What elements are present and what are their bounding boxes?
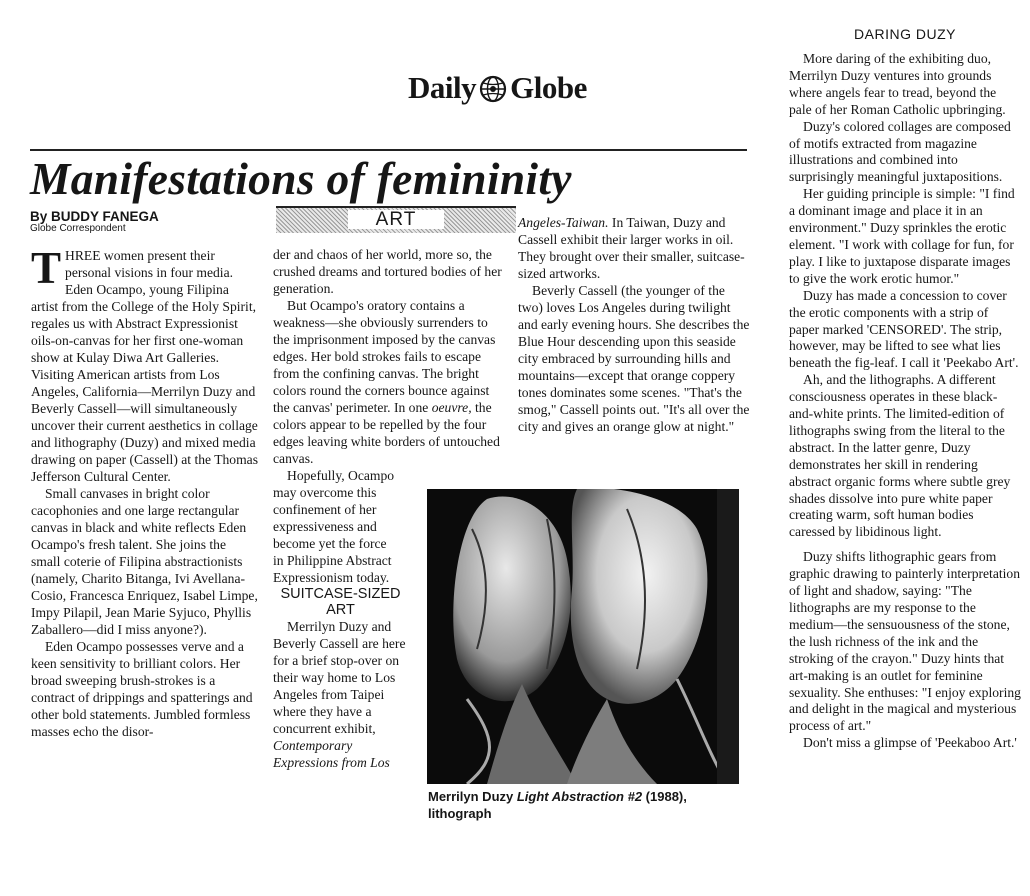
paragraph: Duzy's colored collages are composed of motifs extracted from magazine illustrations and combined into surprisingly meaningful juxtapositions. [789,118,1011,185]
byline-role: Globe Correspondent [30,223,126,234]
drop-cap: T [31,243,62,293]
masthead [408,68,648,108]
paragraph: Ah, and the lithographs. A different consciousness operates in these black-and-white prints. The limited-edition of lithographs swing from the literal to the abstract. In the latter genre, Duzy demonstrates her skill in rendering abstract organic forms where subtle grey shades dissolve into pure white paper creating warm, soft human bodies caressed by libidinous light. [789,372,1011,540]
photo-caption: Merrilyn Duzy Light Abstraction #2 (1988), lithograph [428,789,687,821]
column-3 [518,214,750,435]
sidebar-heading: DARING DUZY [854,26,956,42]
masthead-daily: Daily [408,70,477,105]
headline-rule [30,149,747,151]
paragraph: der and chaos of her world, more so, the crushed dreams and tortured bodies of her generation. [273,247,502,296]
paragraph: Duzy shifts lithographic gears from graphic drawing to painterly interpretation of light and shadow, saying: "The lithographs are my response to the medium—the sensuousness of the stone, the lush richness of the ink and the stroking of the crayon." Duzy hints that art-making is an outlet for feminine sexuality. She enthuses: "I enjoy exploring and delight in the magical and mysterious process of art." [789,549,1021,734]
paragraph: But Ocampo's oratory contains a weakness—she obviously surrenders to the imprisonment imposed by the canvas edges. Her bold strokes fails to escape from the confining canvas. The bright colors round the corners bounce against the canvas' perimeter. In one oeuvre, the colors appear to be repelled by the four edges leaving white borders of untouched canvas. [273,298,500,466]
paragraph: Don't miss a glimpse of 'Peekaboo Art.' [803,735,1017,751]
paragraph: Duzy has made a concession to cover the erotic components with a strip of paper marked 'CENSORED'. The strip, however, may be lifted to see what lies beneath the fig-leaf. I call it 'Peekabo Art'. [789,287,1019,371]
headline: Manifestations of femininity [30,153,572,204]
sidebar-column [789,51,1021,752]
column-1 [31,243,259,740]
artwork-photo [427,489,739,784]
globe-icon [478,73,508,103]
masthead-globe: Globe [510,70,587,105]
paragraph: THREE women present their personal visions in four media. Eden Ocampo, young Filipina artist from the College of the Holy Spirit, regales us with Abstract Expressionist oils-on-canvas for her first one-woman show at Kulay Diwa Art Galleries. Visiting American artists from Los Angeles, California—Merrilyn Duzy and Beverly Cassell—will simultaneously uncover their current aesthetics in collage and lithography (Duzy) and mixed media drawing on paper (Cassell) at the Thomas Jefferson Cultural Center. [31,243,259,484]
paragraph: Beverly Cassell (the younger of the two) loves Los Angeles during twilight and early evening hours. She describes the Blue Hour descending upon this seaside city embraced by surrounding hills and mountains—except that orange coppery tones dominates some scenes. "That's the smog," Cassell points out. "It's all over the city and gives an orange glow at night." [518,283,750,434]
paragraph: Her guiding principle is simple: "I find a dominant image and place it in an environment." Duzy sprinkles the erotic element. "I work with collage for fun, for play. I like to juxtapose disparate images to give the work erotic humor." [789,186,1015,286]
section-label: ART [348,210,444,229]
paragraph: Merrilyn Duzy and Beverly Cassell are here for a brief stop-over on their way home to Los Angeles from Taipei where they have a concurrent exhibit, Contemporary Expressions from Los [273,619,406,770]
subhead-suitcase-sized-art: SUITCASE-SIZED ART [280,586,401,618]
paragraph: More daring of the exhibiting duo, Merrilyn Duzy ventures into grounds where angels fear to tread, beyond the pale of her Roman Catholic upbringing. [789,51,1006,117]
paragraph: Eden Ocampo possesses verve and a keen sensitivity to brilliant colors. Her broad sweeping brush-strokes is a contract of drippings and spatterings and other bold statements. Jumbled formless masses echo the disor- [31,639,253,739]
byline: By BUDDY FANEGA [30,209,159,224]
paragraph: Small canvases in bright color cacophonies and one large rectangular canvas in black and white reflects Eden Ocampo's fresh talent. She joins the small coterie of Filipina abstractionists (namely, Charito Bitanga, Ivi Avellana-Cosio, Francesca Enriquez, Isabel Limpe, Impy Pilapil, Jean Marie Syjuco, Phyllis Zaballero—did I miss anyone?). [31,486,258,637]
paragraph: Hopefully, Ocampo may overcome this confinement of her expressiveness and become yet the force in Philippine Abstract Expressionism today. [273,468,395,585]
lithograph-image [427,489,739,784]
paragraph: Angeles-Taiwan. In Taiwan, Duzy and Cassell exhibit their larger works in oil. They brought over their smaller, suitcase-sized artworks. [518,215,745,281]
section-banner [276,206,516,233]
